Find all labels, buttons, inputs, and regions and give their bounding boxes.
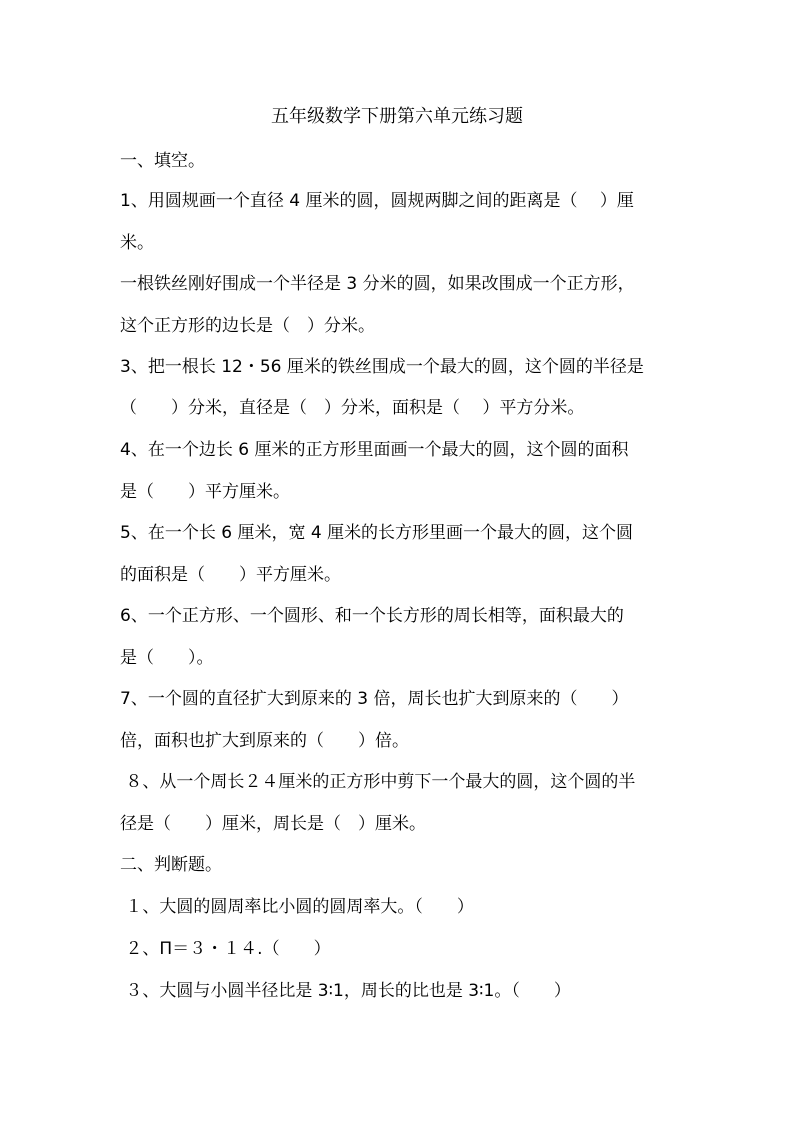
question-5-line-1: 5、在一个长 6 厘米，宽 4 厘米的长方形里画一个最大的圆，这个圆 (120, 523, 634, 543)
question-1-line-2: 米。 (120, 233, 154, 253)
question-5-line-2: 的面积是（ ）平方厘米。 (120, 565, 341, 585)
worksheet-title: 五年级数学下册第六单元练习题 (271, 106, 523, 127)
question-3-line-2: （ ）分米，直径是（ ）分米，面积是（ ）平方分米。 (120, 398, 585, 418)
section-heading-fill-in: 一、填空。 (120, 151, 205, 171)
judgment-item-3: ３、大圆与小圆半径比是 3∶1，周长的比也是 3∶1。（ ） (120, 981, 571, 1001)
section-heading-judgment: 二、判断题。 (120, 855, 222, 875)
question-4-line-2: 是（ ）平方厘米。 (120, 482, 290, 502)
question-7-line-2: 倍，面积也扩大到原来的（ ）倍。 (120, 731, 409, 751)
question-6-line-2: 是（ ）。 (120, 648, 214, 668)
question-4-line-1: 4、在一个边长 6 厘米的正方形里面画一个最大的圆，这个圆的面积 (120, 440, 629, 460)
question-2-line-2: 这个正方形的边长是（ ）分米。 (120, 316, 375, 336)
judgment-item-1: １、大圆的圆周率比小圆的圆周率大。（ ） (120, 897, 474, 917)
question-2-line-1: 一根铁丝刚好围成一个半径是 3 分米的圆，如果改围成一个正方形， (120, 274, 635, 294)
question-8-line-2: 径是（ ）厘米，周长是（ ）厘米。 (120, 814, 426, 834)
judgment-item-2: ２、Π＝３・１４.（ ） (120, 939, 331, 959)
question-3-line-1: 3、把一根长 12・56 厘米的铁丝围成一个最大的圆，这个圆的半径是 (120, 357, 644, 377)
question-6-line-1: 6、一个正方形、一个圆形、和一个长方形的周长相等，面积最大的 (120, 606, 624, 626)
question-7-line-1: 7、一个圆的直径扩大到原来的 3 倍，周长也扩大到原来的（ ） (120, 689, 629, 709)
question-1-line-1: 1、用圆规画一个直径 4 厘米的圆，圆规两脚之间的距离是（ ）厘 (120, 191, 634, 211)
question-8-line-1: ８、从一个周长２４厘米的正方形中剪下一个最大的圆，这个圆的半 (120, 772, 636, 792)
